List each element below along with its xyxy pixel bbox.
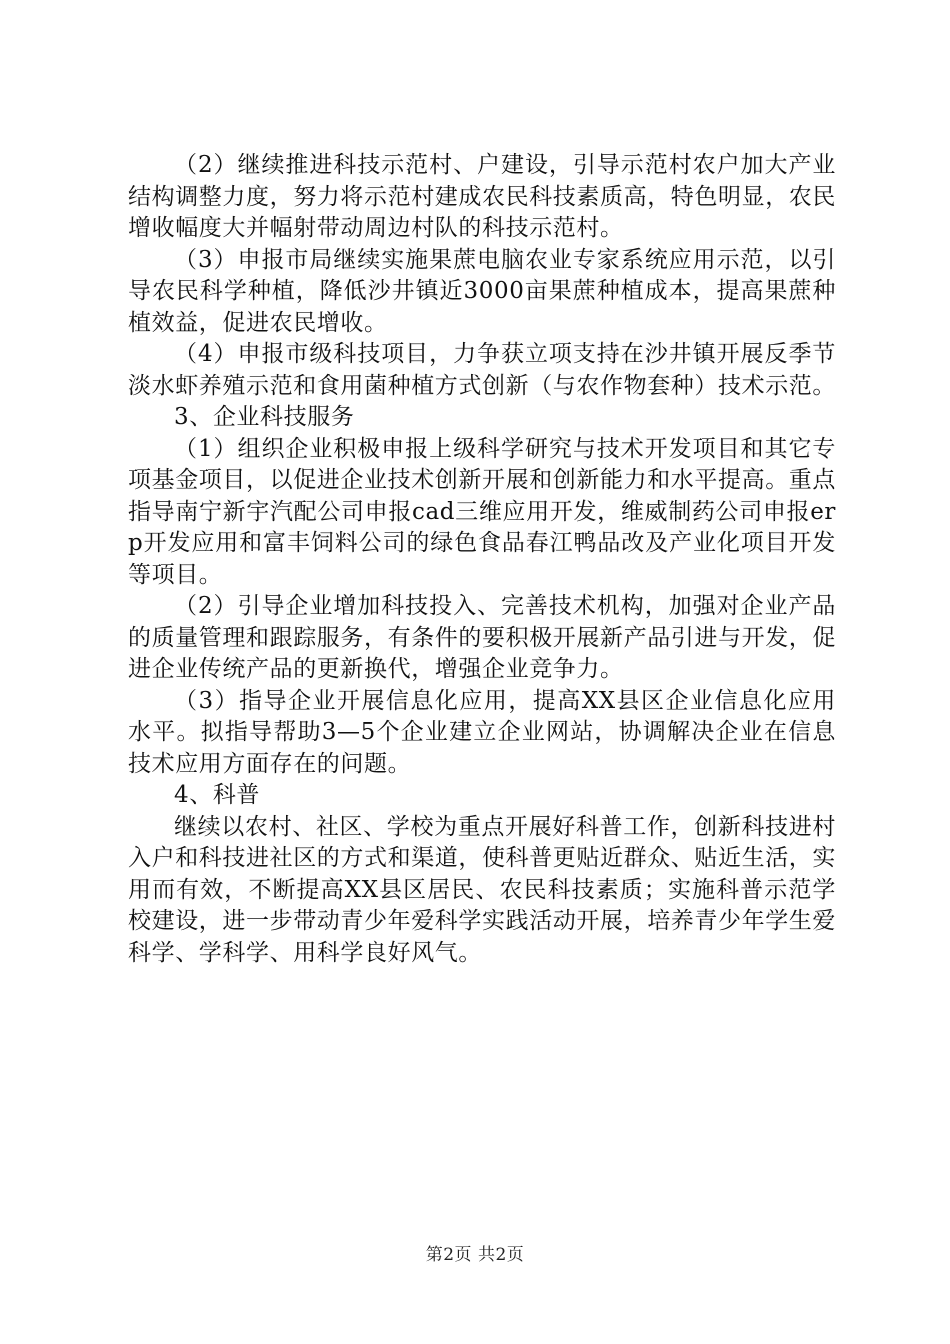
paragraph-popular-science: 继续以农村、社区、学校为重点开展好科普工作，创新科技进村入户和科技进社区的方式和渠道，使科普更贴近群众、贴近生活，实用而有效，不断提高XX县区居民、农民科技素质；实施科普示范学校建设，进一步带动青少年爱科学实践活动开展，培养青少年学生爱科学、学科学、用科学良好风气。 [128,813,836,966]
paragraph-sugarcane-system: （3）申报市局继续实施果蔗电脑农业专家系统应用示范，以引导农民科学种植，降低沙井镇近3000亩果蔗种植成本，提高果蔗种植效益，促进农民增收。 [128,246,836,336]
paragraph-enterprise-informatization: （3）指导企业开展信息化应用，提高XX县区企业信息化应用水平。拟指导帮助3—5个企业建立企业网站，协调解决企业在信息技术应用方面存在的问题。 [128,687,836,777]
paragraph-demo-village: （2）继续推进科技示范村、户建设，引导示范村农户加大产业结构调整力度，努力将示范村建成农民科技素质高，特色明显，农民增收幅度大并幅射带动周边村队的科技示范村。 [128,152,836,241]
paragraph-enterprise-investment: （2）引导企业增加科技投入、完善技术机构，加强对企业产品的质量管理和跟踪服务，有条件的要积极开展新产品引进与开发，促进企业传统产品的更新换代，增强企业竞争力。 [128,593,836,682]
paragraph-city-project: （4）申报市级科技项目，力争获立项支持在沙井镇开展反季节淡水虾养殖示范和食用菌种植方式创新（与农作物套种）技术示范。 [128,341,836,399]
document-body [128,150,836,969]
section-heading-enterprise: 3、企业科技服务 [174,404,355,430]
paragraph-enterprise-projects: （1）组织企业积极申报上级科学研究与技术开发项目和其它专项基金项目，以促进企业技术创新开展和创新能力和水平提高。重点指导南宁新宇汽配公司申报cad三维应用开发，维威制药公司申报erp开发应用和富丰饲料公司的绿色食品春江鸭品改及产业化项目开发等项目。 [128,435,836,588]
page-number-footer: 第2页 共2页 [425,1245,525,1265]
section-heading-popular-science: 4、科普 [174,782,261,808]
